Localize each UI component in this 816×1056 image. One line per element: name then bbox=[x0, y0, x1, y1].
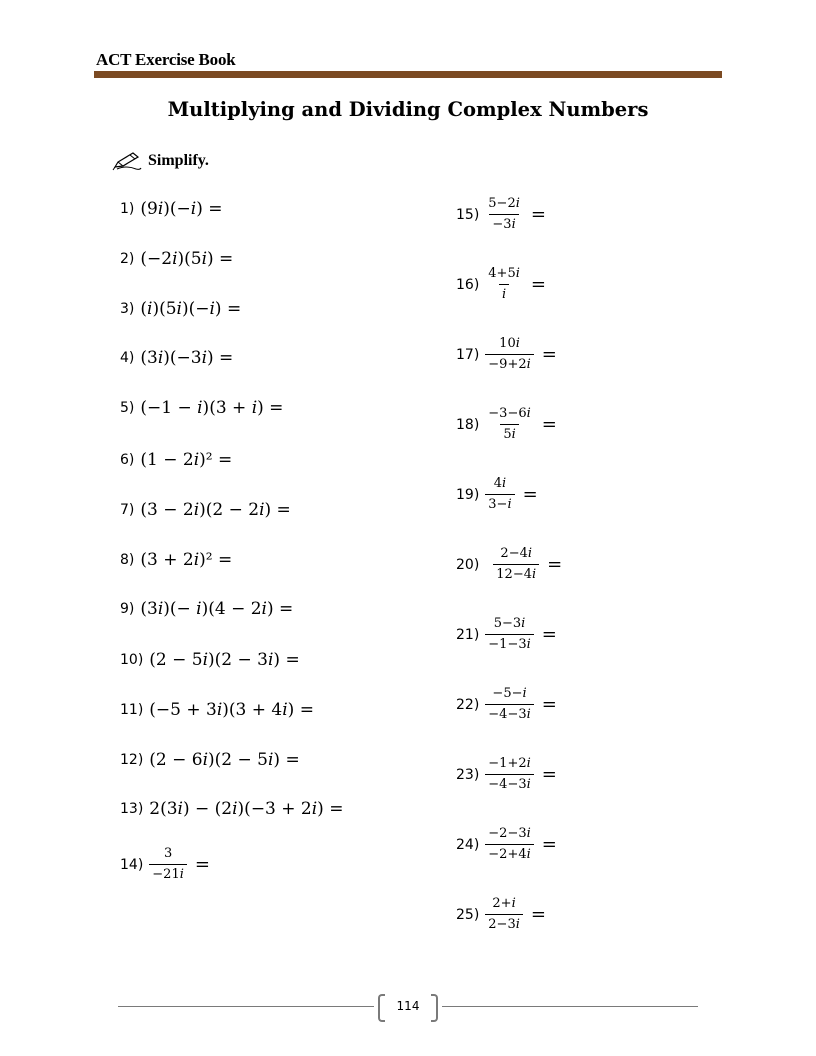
page-number: 114 bbox=[396, 999, 420, 1013]
problem-number: 5) bbox=[120, 400, 135, 416]
problem-expression: (𝑖)(5𝑖)(−𝑖) = bbox=[140, 299, 242, 319]
fraction bbox=[485, 896, 523, 934]
problem-2 bbox=[120, 249, 233, 269]
equals-sign: = bbox=[541, 344, 557, 366]
problem-number: 24) bbox=[456, 836, 480, 853]
equals-sign: = bbox=[530, 274, 546, 296]
numerator: 3 bbox=[163, 846, 173, 861]
problem-17 bbox=[456, 336, 557, 374]
denominator: 5𝑖 bbox=[500, 424, 518, 443]
problem-number: 18) bbox=[456, 416, 480, 433]
problem-number: 11) bbox=[120, 702, 144, 718]
problem-number: 17) bbox=[456, 346, 480, 363]
problem-expression: (3𝑖)(−3𝑖) = bbox=[140, 348, 234, 368]
problem-14 bbox=[120, 846, 210, 884]
problem-number: 16) bbox=[456, 276, 480, 293]
problem-25 bbox=[456, 896, 546, 934]
fraction bbox=[485, 266, 523, 304]
denominator: −3𝑖 bbox=[489, 214, 518, 233]
numerator: 10𝑖 bbox=[499, 336, 520, 351]
pencil-icon bbox=[112, 151, 142, 171]
problem-number: 21) bbox=[456, 626, 480, 643]
problem-number: 25) bbox=[456, 906, 480, 923]
page-title: Multiplying and Dividing Complex Numbers bbox=[167, 98, 649, 121]
fraction bbox=[485, 476, 514, 514]
numerator: −3−6𝑖 bbox=[488, 406, 531, 421]
problem-5 bbox=[120, 398, 283, 418]
fraction bbox=[149, 846, 187, 884]
problem-expression: (2 − 5𝑖)(2 − 3𝑖) = bbox=[149, 650, 300, 670]
equals-sign: = bbox=[547, 554, 563, 576]
fraction bbox=[485, 406, 534, 444]
denominator: −9+2𝑖 bbox=[485, 354, 534, 373]
problem-number: 10) bbox=[120, 652, 144, 668]
problem-number: 15) bbox=[456, 206, 480, 223]
problem-8 bbox=[120, 550, 232, 570]
denominator: −21𝑖 bbox=[149, 864, 187, 883]
problem-9 bbox=[120, 599, 293, 619]
fraction bbox=[485, 196, 523, 234]
problem-expression: (9𝑖)(−𝑖) = bbox=[140, 199, 223, 219]
problem-4 bbox=[120, 348, 233, 368]
equals-sign: = bbox=[194, 854, 210, 876]
numerator: −5−𝑖 bbox=[492, 686, 527, 701]
equals-sign: = bbox=[541, 414, 557, 436]
equals-sign: = bbox=[530, 904, 546, 926]
problem-number: 14) bbox=[120, 856, 144, 873]
problem-16 bbox=[456, 266, 546, 304]
problem-expression: (1 − 2𝑖)² = bbox=[140, 450, 233, 470]
problem-number: 23) bbox=[456, 766, 480, 783]
denominator: −2+4𝑖 bbox=[485, 844, 534, 863]
problem-number: 8) bbox=[120, 552, 135, 568]
instruction bbox=[112, 151, 209, 171]
fraction bbox=[485, 756, 534, 794]
problem-expression: (−1 − 𝑖)(3 + 𝑖) = bbox=[140, 398, 284, 418]
problem-number: 6) bbox=[120, 452, 135, 468]
denominator: 𝑖 bbox=[499, 284, 509, 303]
fraction bbox=[485, 826, 534, 864]
footer-rule-right bbox=[442, 1006, 698, 1007]
equals-sign: = bbox=[530, 204, 546, 226]
problem-number: 4) bbox=[120, 350, 135, 366]
problem-11 bbox=[120, 700, 314, 720]
header-rule bbox=[94, 71, 722, 78]
problem-21 bbox=[456, 616, 557, 654]
fraction bbox=[485, 686, 534, 724]
problem-expression: (3𝑖)(− 𝑖)(4 − 2𝑖) = bbox=[140, 599, 294, 619]
problem-1 bbox=[120, 199, 223, 219]
problem-number: 7) bbox=[120, 502, 135, 518]
numerator: −1+2𝑖 bbox=[488, 756, 531, 771]
denominator: −4−3𝑖 bbox=[485, 704, 534, 723]
problem-number: 2) bbox=[120, 251, 135, 267]
numerator: 2+𝑖 bbox=[492, 896, 516, 911]
denominator: −4−3𝑖 bbox=[485, 774, 534, 793]
equals-sign: = bbox=[541, 694, 557, 716]
numerator: 4+5𝑖 bbox=[488, 266, 520, 281]
equals-sign: = bbox=[541, 834, 557, 856]
problem-number: 1) bbox=[120, 201, 135, 217]
problem-22 bbox=[456, 686, 557, 724]
fraction bbox=[493, 546, 539, 584]
numerator: 5−3𝑖 bbox=[493, 616, 526, 631]
problem-number: 12) bbox=[120, 752, 144, 768]
problem-6 bbox=[120, 450, 232, 470]
denominator: 3−𝑖 bbox=[485, 494, 514, 513]
numerator: 2−4𝑖 bbox=[500, 546, 533, 561]
page-number-box bbox=[378, 994, 438, 1020]
denominator: −1−3𝑖 bbox=[485, 634, 534, 653]
equals-sign: = bbox=[522, 484, 538, 506]
denominator: 2−3𝑖 bbox=[485, 914, 523, 933]
problem-expression: (−2𝑖)(5𝑖) = bbox=[140, 249, 234, 269]
equals-sign: = bbox=[541, 764, 557, 786]
problem-23 bbox=[456, 756, 557, 794]
problem-24 bbox=[456, 826, 557, 864]
book-title: ACT Exercise Book bbox=[96, 50, 236, 69]
problem-number: 9) bbox=[120, 601, 135, 617]
problem-number: 22) bbox=[456, 696, 480, 713]
problem-7 bbox=[120, 500, 291, 520]
problem-number: 19) bbox=[456, 486, 480, 503]
problem-3 bbox=[120, 299, 241, 319]
numerator: 4𝑖 bbox=[493, 476, 507, 491]
fraction bbox=[485, 616, 534, 654]
problem-15 bbox=[456, 196, 546, 234]
problem-13 bbox=[120, 799, 343, 819]
right-bracket-icon bbox=[431, 994, 438, 1022]
fraction bbox=[485, 336, 534, 374]
denominator: 12−4𝑖 bbox=[493, 564, 539, 583]
problem-19 bbox=[456, 476, 538, 514]
problem-12 bbox=[120, 750, 300, 770]
numerator: 5−2𝑖 bbox=[488, 196, 520, 211]
equals-sign: = bbox=[541, 624, 557, 646]
numerator: −2−3𝑖 bbox=[488, 826, 531, 841]
problem-number: 20) bbox=[456, 556, 480, 573]
problem-number: 3) bbox=[120, 301, 135, 317]
problem-expression: (3 − 2𝑖)(2 − 2𝑖) = bbox=[140, 500, 291, 520]
problem-expression: (−5 + 3𝑖)(3 + 4𝑖) = bbox=[149, 700, 314, 720]
problem-20 bbox=[456, 546, 562, 584]
problem-expression: (2 − 6𝑖)(2 − 5𝑖) = bbox=[149, 750, 300, 770]
problem-number: 13) bbox=[120, 801, 144, 817]
footer-rule-left bbox=[118, 1006, 374, 1007]
problem-expression: (3 + 2𝑖)² = bbox=[140, 550, 233, 570]
instruction-text: Simplify. bbox=[148, 152, 209, 169]
problem-18 bbox=[456, 406, 557, 444]
problem-expression: 2(3𝑖) − (2𝑖)(−3 + 2𝑖) = bbox=[149, 799, 344, 819]
problem-10 bbox=[120, 650, 300, 670]
